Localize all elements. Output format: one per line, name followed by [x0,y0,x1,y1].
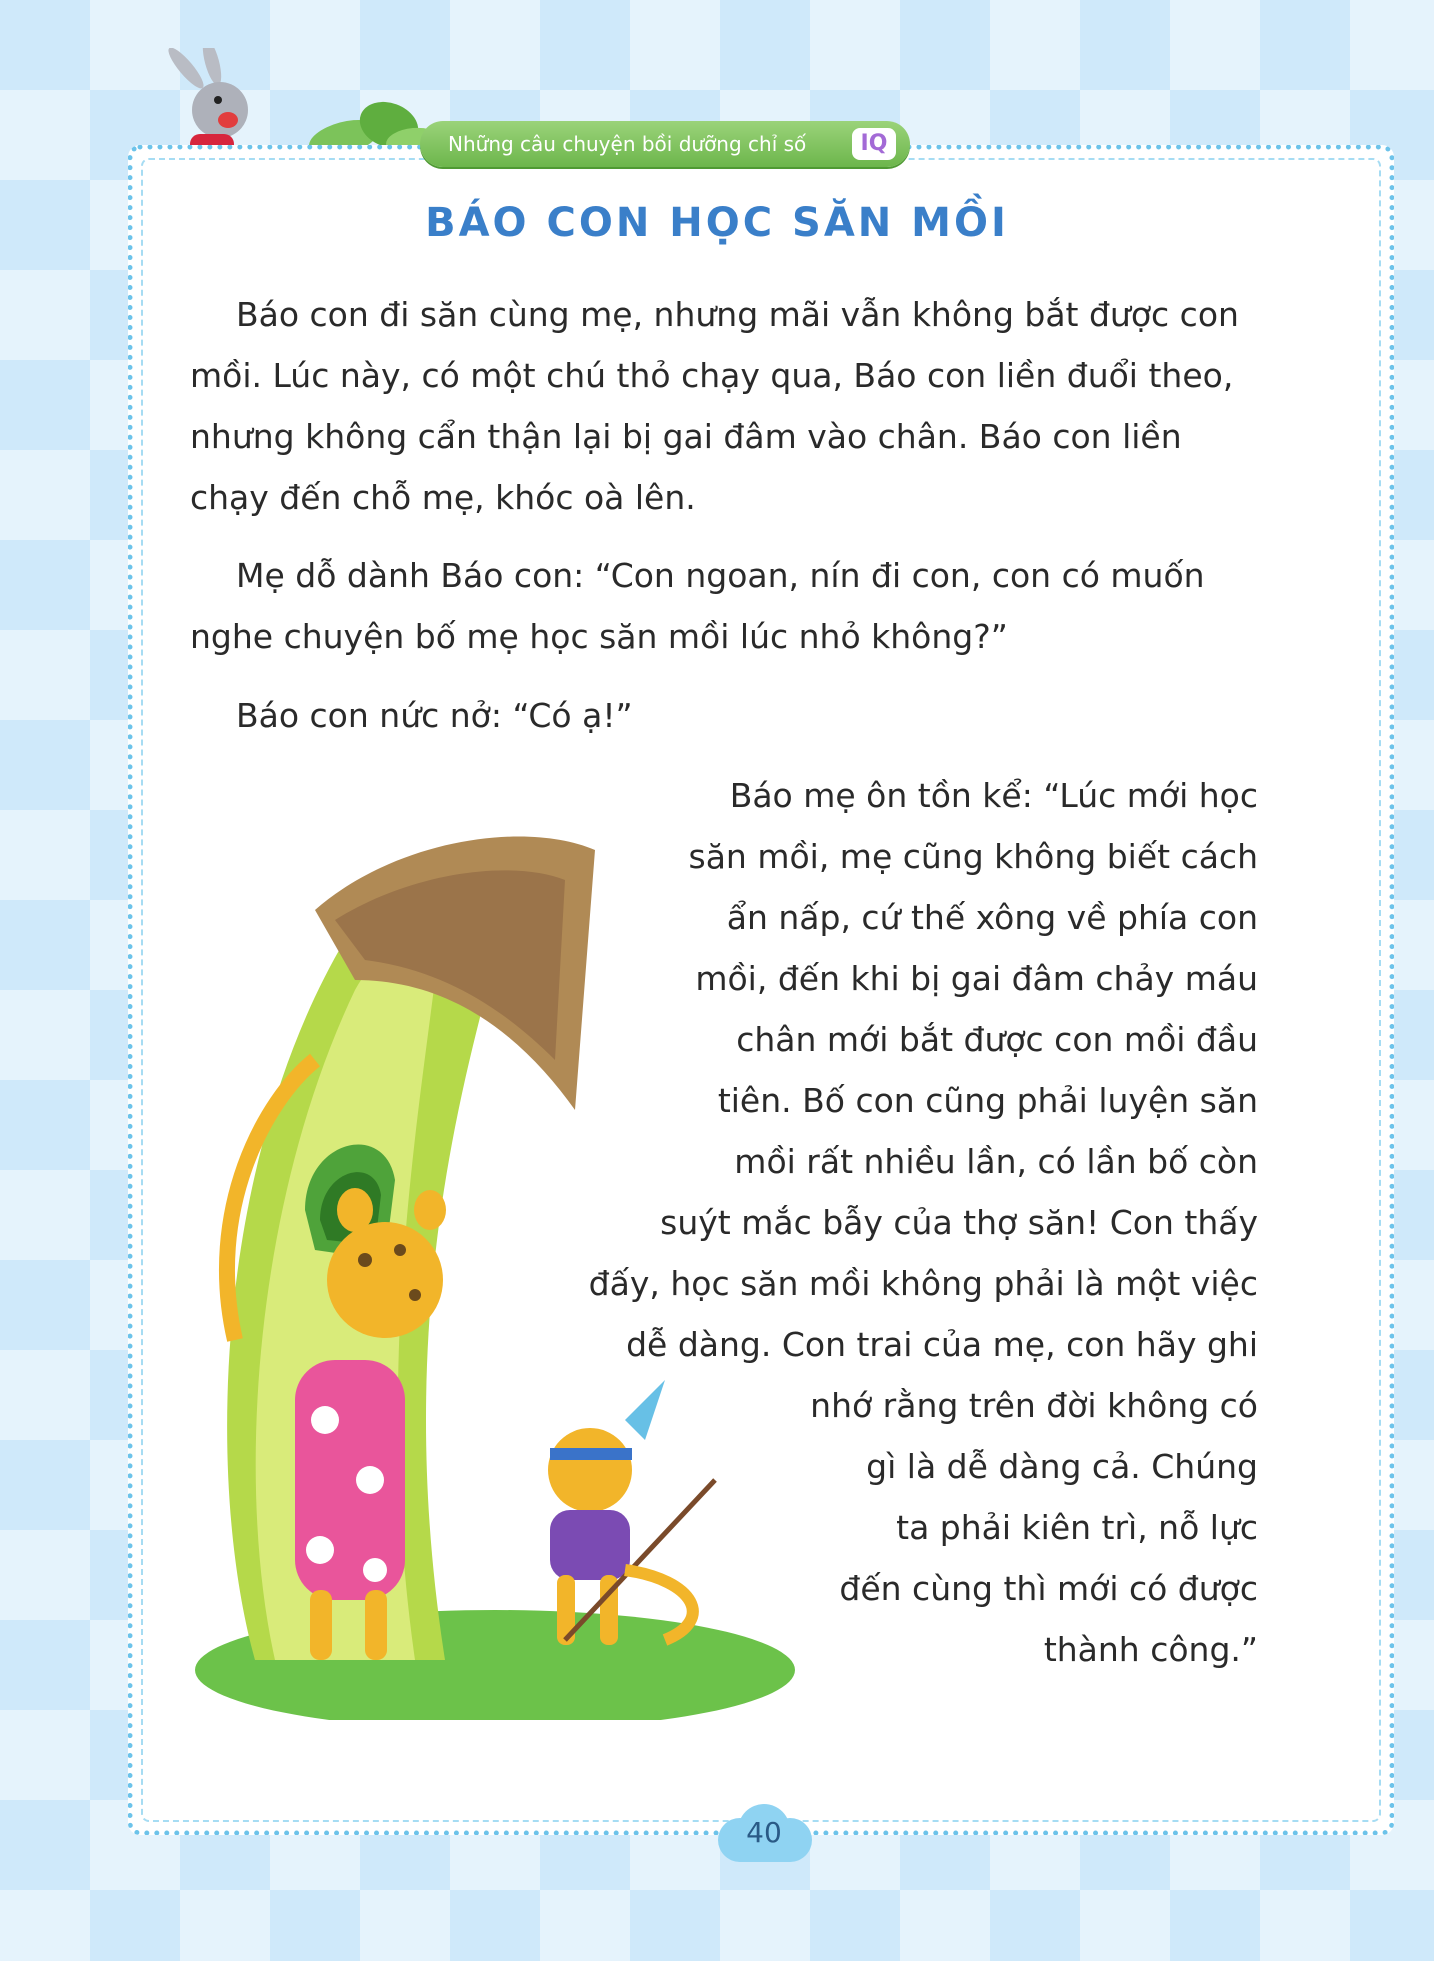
paragraph-4-line: ta phải kiên trì, nỗ lực [896,1508,1258,1547]
paragraph-4-line: thành công.” [1043,1630,1258,1669]
paragraph-4 [540,765,1258,1680]
paragraph-4-line: chân mới bắt được con mồi đầu [736,1020,1258,1059]
series-title: Những câu chuyện bồi dưỡng chỉ số [448,132,807,156]
paragraph-4-line: săn mồi, mẹ cũng không biết cách [688,837,1258,876]
paragraph-4-line: mồi rất nhiều lần, có lần bố còn [734,1142,1258,1181]
paragraph-4-line: ẩn nấp, cứ thế xông về phía con [726,898,1258,937]
paragraph-4-line: nhớ rằng trên đời không có [810,1386,1258,1425]
paragraph-3: Báo con nức nở: “Có ạ!” [236,696,633,735]
story-title: BÁO CON HỌC SĂN MỒI [425,200,1009,246]
paragraph-4-line: dễ dàng. Con trai của mẹ, con hãy ghi [626,1325,1258,1364]
paragraph-4-line: đến cùng thì mới có được [839,1569,1258,1608]
paragraph-4-line: Báo mẹ ôn tồn kể: “Lúc mới học [729,776,1258,815]
iq-badge: IQ [852,128,896,160]
page-number: 40 [746,1816,782,1849]
paragraph-2: Mẹ dỗ dành Báo con: “Con ngoan, nín đi con, con có muốn nghe chuyện bố mẹ học săn mồi lúc nhỏ không?” [190,556,1205,656]
paragraph-4-line: đấy, học săn mồi không phải là một việc [588,1264,1258,1303]
paragraph-4-line: suýt mắc bẫy của thợ săn! Con thấy [660,1203,1258,1242]
paragraph-4-line: mồi, đến khi bị gai đâm chảy máu [695,959,1258,998]
paragraph-1: Báo con đi săn cùng mẹ, nhưng mãi vẫn không bắt được con mồi. Lúc này, có một chú thỏ chạy qua, Báo con liền đuổi theo, nhưng không cẩn thận lại bị gai đâm vào chân. Báo con liền chạy đến chỗ mẹ, khóc oà lên. [190,295,1239,517]
paragraph-4-line: tiên. Bố con cũng phải luyện săn [717,1081,1258,1120]
series-banner [420,121,910,167]
paragraph-4-line: gì là dễ dàng cả. Chúng [866,1447,1258,1486]
